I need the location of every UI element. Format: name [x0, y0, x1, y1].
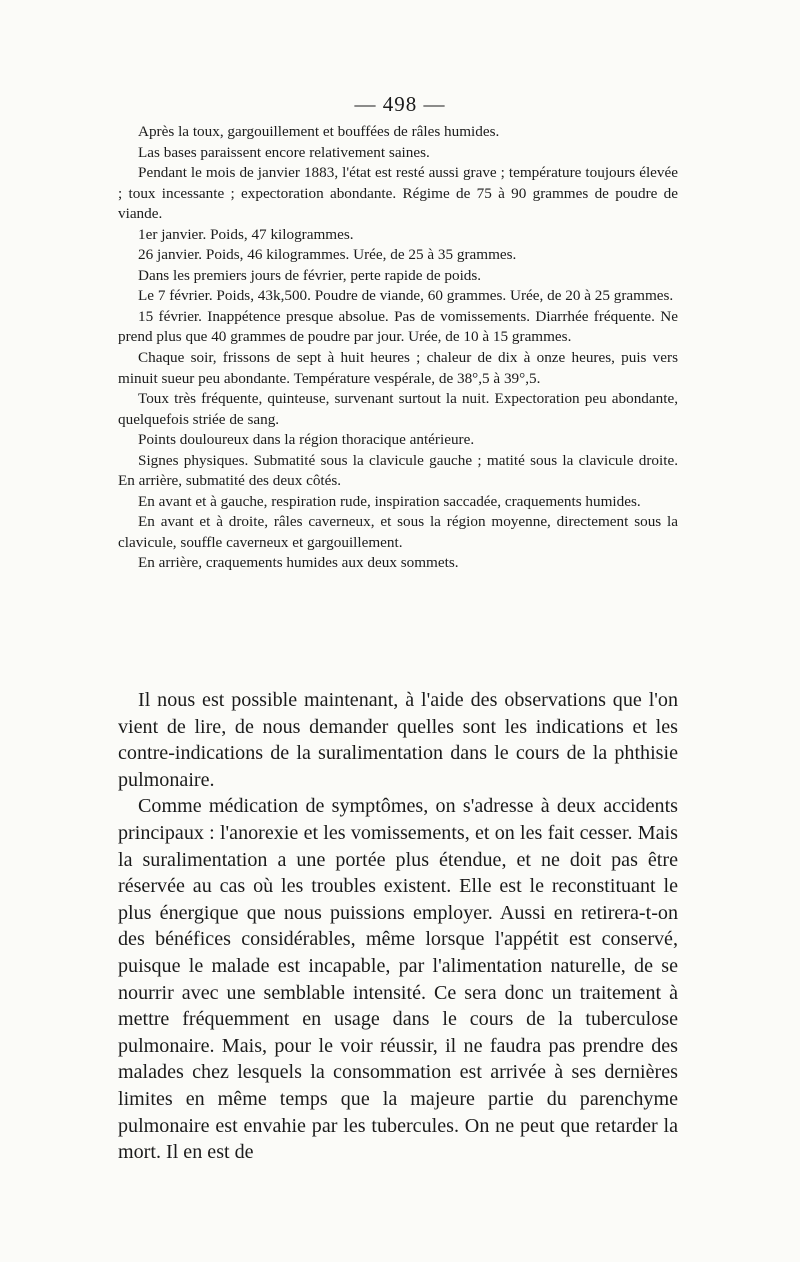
case-note: Points douloureux dans la région thoracique antérieure.	[138, 431, 475, 449]
case-note: Toux très fréquente, quinteuse, survenant surtout la nuit. Expectoration peu abondante, quelquefois striée de sang.	[118, 390, 678, 428]
case-note: 15 février. Inappétence presque absolue. Pas de vomissements. Diarrhée fréquente. Ne prend plus que 40 grammes de poudre par jour. Urée, de 10 à 15 grammes.	[118, 307, 678, 346]
page-number: — 498 —	[354, 92, 446, 116]
case-notes	[118, 122, 678, 574]
case-note: Pendant le mois de janvier 1883, l'état est resté aussi grave ; température toujours élevée ; toux incessante ; expectoration abondante. Régime de 75 à 90 grammes de poudre de viande.	[118, 164, 678, 223]
body-text	[118, 687, 678, 1166]
case-note: Le 7 février. Poids, 43k,500. Poudre de viande, 60 grammes. Urée, de 20 à 25 grammes.	[138, 287, 674, 305]
case-note: En avant et à droite, râles caverneux, et sous la région moyenne, directement sous la clavicule, souffle caverneux et gargouillement.	[118, 513, 678, 551]
case-note: En avant et à gauche, respiration rude, inspiration saccadée, craquements humides.	[138, 492, 641, 510]
case-note: 26 janvier. Poids, 46 kilogrammes. Urée, de 25 à 35 grammes.	[138, 246, 517, 264]
case-note: Signes physiques. Submatité sous la clavicule gauche ; matité sous la clavicule droite. En arrière, submatité des deux côtés.	[118, 451, 678, 490]
body-paragraph: Il nous est possible maintenant, à l'aide des observations que l'on vient de lire, de nous demander quelles sont les indications et les contre-indications de la suralimentation dans le cours de la phthisie pulmonaire.	[118, 689, 678, 791]
case-note: Après la toux, gargouillement et bouffées de râles humides.	[138, 123, 500, 140]
case-note: En arrière, craquements humides aux deux sommets.	[138, 554, 459, 572]
case-note: Chaque soir, frissons de sept à huit heures ; chaleur de dix à onze heures, puis vers minuit sueur peu abondante. Température vespérale, de 38°,5 à 39°,5.	[118, 349, 678, 387]
body-paragraph: Comme médication de symptômes, on s'adresse à deux accidents principaux : l'anorexie et les vomissements, et on les fait cesser. Mais la suralimentation a une portée plus étendue, et ne doit pas être réservée au cas où les troubles existent. Elle est le reconstituant le plus énergique que nous puissions employer. Aussi en retirera-t-on des bénéfices considérables, même lorsque l'appétit est conservé, puisque le malade est incapable, par l'alimentation naturelle, de se nourrir avec une semblable intensité. Ce sera donc un traitement à mettre fréquemment en usage dans le cours de la tuberculose pulmonaire. Mais, pour le voir réussir, il ne faudra pas prendre des malades chez lesquels la consommation est arrivée à ses dernières limites en même temps que la majeure partie du parenchyme pulmonaire est envahie par les tubercules. On ne peut que retarder la mort. Il en est de	[118, 795, 678, 1164]
case-note: Las bases paraissent encore relativement saines.	[138, 143, 430, 161]
case-note: 1er janvier. Poids, 47 kilogrammes.	[138, 225, 354, 243]
case-note: Dans les premiers jours de février, perte rapide de poids.	[138, 266, 482, 284]
